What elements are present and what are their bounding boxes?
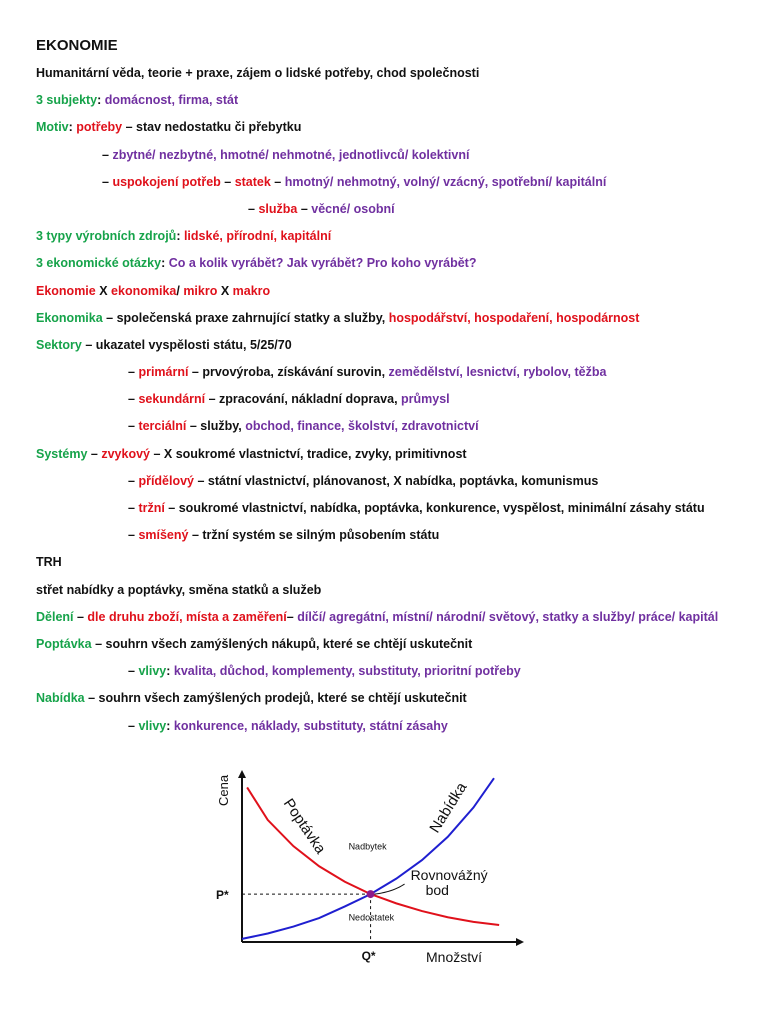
note-segment: – (73, 609, 88, 624)
document-title: EKONOMIE (36, 37, 118, 54)
note-line (36, 522, 748, 549)
note-segment: dle druhu zboží, místa a zaměření (87, 609, 287, 624)
note-segment: vlivy (138, 664, 167, 679)
note-segment: : (97, 93, 105, 108)
note-segment: statek (234, 174, 271, 189)
note-segment: makro (232, 283, 271, 298)
note-segment: – služby, (186, 419, 246, 434)
note-line (36, 278, 748, 305)
note-segment: – X soukromé vlastnictví, tradice, zvyky, primitivnost (150, 446, 467, 461)
note-segment: uspokojení potřeb (112, 174, 221, 189)
equilibrium-label-line2: bod (425, 882, 449, 899)
note-line (36, 114, 748, 141)
note-line (36, 604, 748, 631)
note-segment: Poptávka (36, 636, 92, 651)
note-segment: – (102, 147, 113, 162)
note-segment: – ukazatel vyspělosti státu, 5/25/70 (81, 337, 292, 352)
note-segment: – stav nedostatku či přebytku (122, 120, 302, 135)
note-segment: potřeby (76, 120, 123, 135)
note-segment: průmysl (401, 392, 450, 407)
note-segment: dílčí/ agregátní, místní/ národní/ světový, statky a služby/ práce/ kapitál (297, 609, 719, 624)
note-segment: konkurence, náklady, substituty, státní zásahy (173, 718, 448, 733)
note-segment: vlivy (138, 718, 167, 733)
note-line (36, 169, 748, 196)
note-line (36, 413, 748, 440)
note-line (36, 495, 748, 522)
note-segment: – státní vlastnictví, plánovanost, X nabídka, poptávka, komunismus (194, 473, 599, 488)
note-segment: – (270, 174, 285, 189)
note-segment: střet nabídky a poptávky, směna statků a služeb (36, 582, 322, 597)
note-segment: Ekonomika (36, 310, 103, 325)
note-line (36, 713, 748, 740)
note-line (36, 250, 748, 277)
note-line (36, 549, 748, 576)
note-line (36, 386, 748, 413)
note-line (36, 60, 748, 87)
region-label: Nadbytek (348, 841, 387, 852)
note-segment: – (87, 446, 102, 461)
note-line (36, 359, 748, 386)
note-segment: zvykový (101, 446, 150, 461)
note-line (36, 223, 748, 250)
note-segment: – (128, 473, 139, 488)
note-segment: – (128, 718, 139, 733)
note-segment: Dělení (36, 609, 74, 624)
note-segment: Co a kolik vyrábět? Jak vyrábět? Pro koho vyrábět? (168, 256, 477, 271)
note-line (36, 87, 748, 114)
note-segment: TRH (36, 555, 62, 570)
note-segment: X (217, 283, 233, 298)
p-star-label: P* (216, 888, 229, 903)
note-segment: – (248, 201, 259, 216)
note-segment: Motiv (36, 120, 69, 135)
note-segment: : (176, 229, 184, 244)
note-line (36, 631, 748, 658)
note-segment: smíšený (138, 528, 189, 543)
note-segment: 3 ekonomické otázky (36, 256, 162, 271)
note-segment: : (166, 718, 174, 733)
note-segment: – (220, 174, 235, 189)
note-segment: hmotný/ nehmotný, volný/ vzácný, spotřební/ kapitální (284, 174, 607, 189)
note-segment: : (68, 120, 77, 135)
note-segment: 3 typy výrobních zdrojů (36, 229, 177, 244)
note-segment: – soukromé vlastnictví, nabídka, poptávka, konkurence, vyspělost, minimální zásahy státu (164, 501, 705, 515)
equilibrium-label-line1: Rovnovážný (410, 867, 488, 884)
region-label: Nedostatek (348, 912, 395, 923)
note-segment: domácnost, firma, stát (104, 93, 239, 108)
note-line (36, 468, 748, 495)
note-segment: Sektory (36, 337, 82, 352)
note-segment: Ekonomie (36, 283, 96, 298)
notes-list (36, 60, 748, 740)
note-segment: – společenská praxe zahrnující statky a služby, (102, 310, 389, 325)
demand-curve-label: Poptávka (279, 795, 329, 857)
note-segment: – (286, 609, 298, 624)
note-segment: : (166, 664, 174, 679)
note-segment: – (128, 501, 139, 515)
supply-demand-chart (200, 762, 530, 972)
note-segment: : (161, 256, 169, 271)
note-line (36, 441, 748, 468)
note-segment: – (128, 664, 139, 679)
note-segment: zemědělství, lesnictví, rybolov, těžba (388, 365, 607, 380)
note-segment: tržní (138, 501, 165, 515)
supply-curve-label: Nabídka (426, 779, 471, 836)
note-segment: přídělový (138, 473, 195, 488)
note-segment: terciální (138, 419, 187, 434)
note-segment: – (102, 174, 113, 189)
note-segment: sekundární (138, 392, 206, 407)
q-star-label: Q* (361, 949, 376, 963)
note-line (36, 685, 748, 712)
note-segment: Humanitární věda, teorie + praxe, zájem o lidské potřeby, chod společnosti (36, 66, 480, 80)
note-segment: 3 subjekty (36, 93, 98, 108)
note-segment: věcné/ osobní (311, 201, 395, 216)
note-segment: služba (258, 201, 298, 216)
note-segment: – (128, 365, 139, 380)
note-segment: obchod, finance, školství, zdravotnictví (245, 419, 479, 434)
note-segment: – souhrn všech zamýšlených prodejů, které se chtějí uskutečnit (84, 691, 467, 706)
note-segment: – (128, 392, 139, 407)
note-segment: zbytné/ nezbytné, hmotné/ nehmotné, jednotlivců/ kolektivní (112, 147, 470, 162)
note-segment: lidské, přírodní, kapitální (183, 229, 332, 244)
note-segment: – (128, 419, 139, 434)
document (36, 34, 748, 740)
note-line (36, 577, 748, 604)
note-segment: / (176, 283, 184, 298)
note-segment: hospodářství, hospodaření, hospodárnost (388, 310, 640, 325)
note-segment: – (297, 201, 312, 216)
note-segment: X (95, 283, 112, 298)
note-line (36, 332, 748, 359)
note-segment: – zpracování, nákladní doprava, (205, 392, 402, 407)
note-line (36, 305, 748, 332)
note-segment: kvalita, důchod, komplementy, substituty, prioritní potřeby (173, 664, 521, 679)
note-segment: Systémy (36, 446, 88, 461)
note-line (36, 196, 748, 223)
note-segment: Nabídka (36, 691, 85, 706)
note-segment: – souhrn všech zamýšlených nákupů, které se chtějí uskutečnit (91, 636, 473, 651)
note-segment: – (128, 528, 139, 543)
note-segment: – tržní systém se silným působením státu (188, 528, 440, 543)
note-segment: mikro (183, 283, 218, 298)
equilibrium-point (367, 890, 375, 898)
note-line (36, 658, 748, 685)
note-segment: ekonomika (111, 283, 177, 298)
note-segment: primární (138, 365, 189, 380)
x-axis-label: Množství (426, 949, 483, 965)
note-line (36, 142, 748, 169)
note-segment: – prvovýroba, získávání surovin, (188, 365, 389, 380)
y-axis-label: Cena (216, 774, 231, 806)
